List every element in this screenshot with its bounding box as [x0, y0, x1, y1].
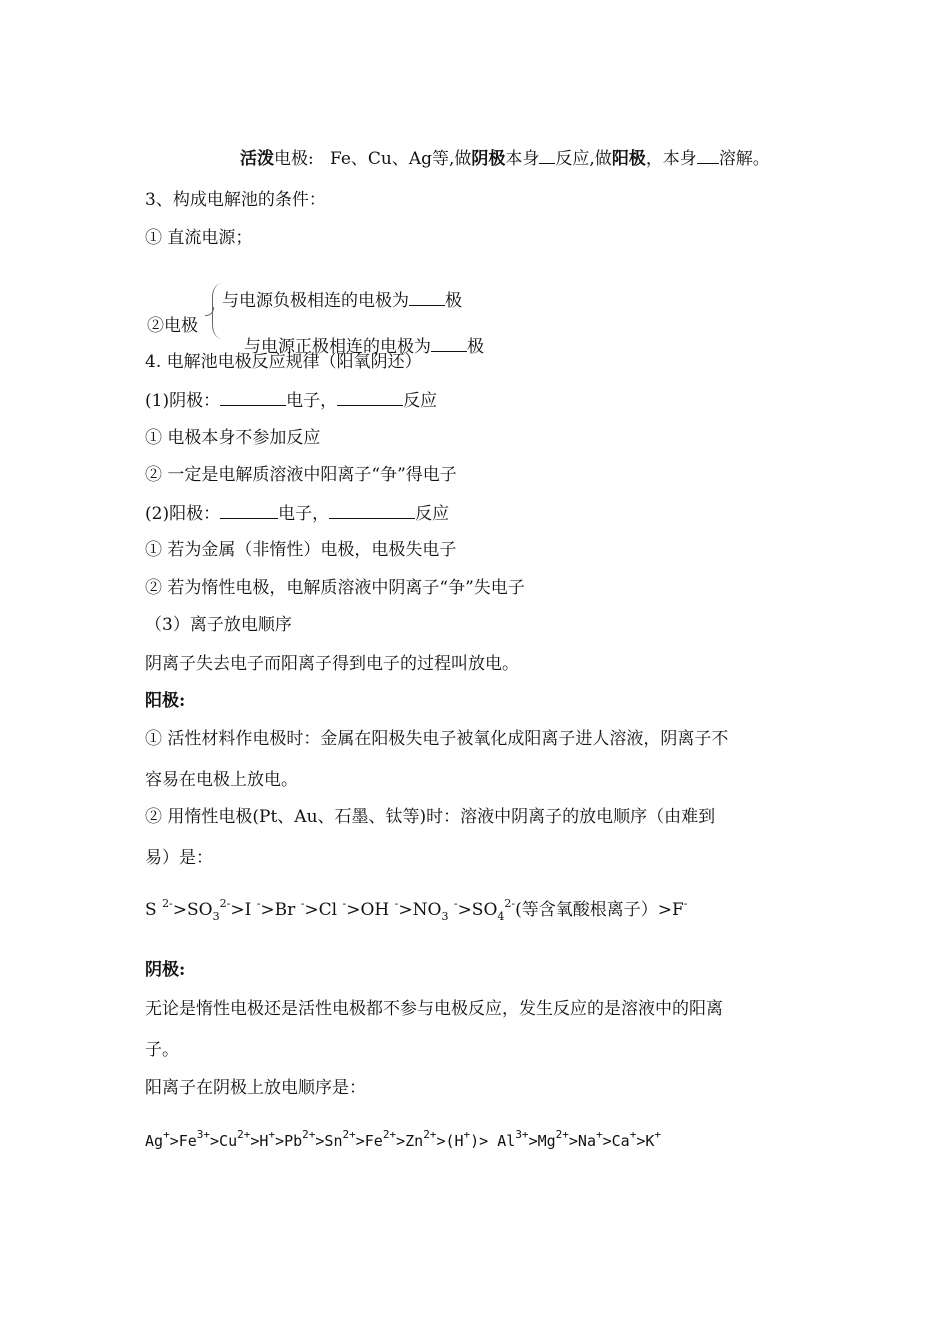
neg-suffix: 极: [445, 291, 462, 311]
anion-discharge-series: S $^{2-}>SO_3^{2-}>I$ ->Br ->Cl ->OH $^->NO_3$ $^->SO_4^{2-}$(等含氧酸根离子）>F-: [145, 897, 688, 923]
blank: [329, 502, 415, 519]
cathode-p2: 阳离子在阴极上放电顺序是：: [145, 1078, 366, 1098]
anode-heading: 阳极:: [145, 691, 186, 711]
discharge-definition: 阴离子失去电子而阳离子得到电子的过程叫放电。: [145, 654, 519, 674]
cathode-heading: 阴极:: [145, 960, 186, 980]
cathode-point-2: ② 一定是电解质溶液中阳离子“争”得电子: [145, 465, 457, 485]
section3-heading: 3、构成电解池的条件：: [145, 190, 326, 210]
self-text: 本身: [505, 149, 540, 169]
blank: [697, 147, 719, 164]
cathode-point-1: ① 电极本身不参加反应: [145, 428, 321, 448]
discharge-order-heading: （3）离子放电顺序: [145, 615, 292, 635]
cathode-p1-line1: 无论是惰性电极还是活性电极都不参与电极反应，发生反应的是溶液中的阳离: [145, 999, 723, 1019]
reaction-text: 反应,做: [555, 149, 612, 169]
active-electrode-line: [240, 147, 770, 170]
blank: [539, 147, 555, 164]
anode-p1-line2: 容易在电极上放电。: [145, 770, 298, 790]
metals-text: Fe、Cu、Ag等,做: [329, 149, 472, 169]
anode-p2-line2: 易）是：: [145, 848, 213, 868]
blank: [337, 389, 403, 406]
anode-point-2: ② 若为惰性电极，电解质溶液中阴离子“争”失电子: [145, 578, 525, 598]
neg-text: 与电源负极相连的电极为: [222, 291, 409, 311]
anode-word: 阳极: [611, 149, 646, 169]
cathode-rule-line: [145, 389, 437, 412]
anode-rule-line: [145, 502, 449, 525]
cation-discharge-series: $Ag^+>Fe^{3+}>Cu^{2+}>H^+>Pb^{2+}>Sn^{2+}>Fe^{2+}>Zn^{2+}>(H^+)> Al^{3+}>Mg^{2+}>Na^+>Ca^+>K^+$: [145, 1128, 662, 1150]
self-text-2: ，本身: [645, 149, 697, 169]
blank: [431, 335, 467, 352]
cathode-p1-line2: 子。: [145, 1040, 179, 1060]
dissolve-text: 溶解。: [718, 149, 770, 169]
blank: [220, 502, 278, 519]
negative-electrode-line: [222, 289, 462, 312]
anode-p1-line1: ① 活性材料作电极时：金属在阳极失电子被氧化成阳离子进人溶液，阴离子不: [145, 729, 729, 749]
active-label: 活泼: [240, 149, 274, 169]
blank: [220, 389, 286, 406]
pos-text: 与电源正极相连的电极为: [244, 337, 431, 357]
anode-p2-line1: ② 用惰性电极(Pt、Au、石墨、钛等)时：溶液中阴离子的放电顺序（由难到: [145, 807, 716, 827]
anode-end: 反应: [415, 504, 450, 524]
blank: [409, 289, 445, 306]
cathode-word: 阴极: [471, 149, 506, 169]
pos-suffix: 极: [467, 337, 484, 357]
cathode-prefix: (1)阴极：: [145, 391, 221, 411]
cathode-end: 反应: [403, 391, 438, 411]
electrode-item: ②电极: [147, 316, 198, 336]
electrode-label: 电极:: [274, 149, 314, 169]
anode-mid: 电子，: [278, 504, 330, 524]
dc-power-item: ① 直流电源；: [145, 228, 253, 248]
section4-heading: 4. 电解池电极反应规律（阳氧阴还）: [145, 352, 422, 372]
cathode-mid: 电子，: [286, 391, 338, 411]
series-note: (等含氧酸根离子）>F: [515, 900, 684, 920]
anode-point-1: ① 若为金属（非惰性）电极，电极失电子: [145, 540, 457, 560]
anode-prefix: (2)阳极：: [145, 504, 221, 524]
